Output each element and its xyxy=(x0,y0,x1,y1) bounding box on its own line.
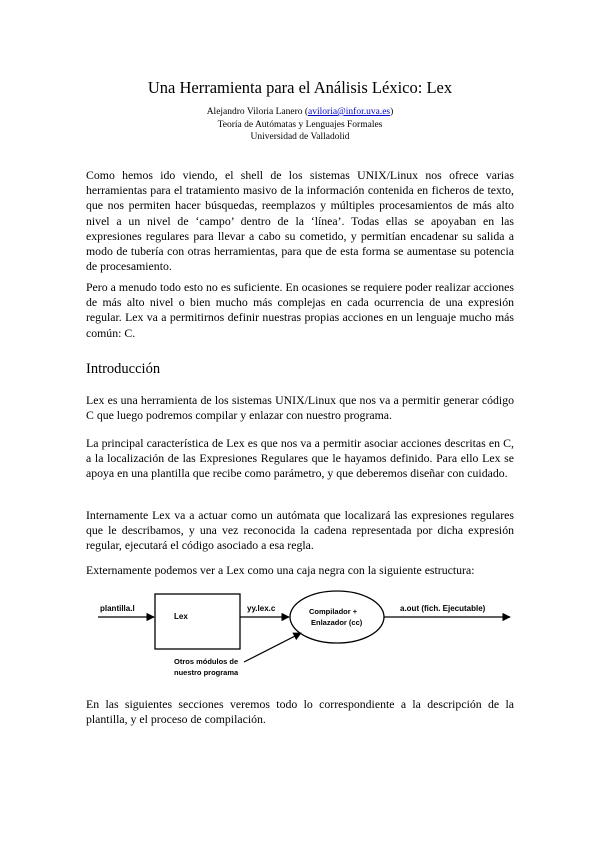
author-suffix: ) xyxy=(390,107,394,117)
lex-box-label: Lex xyxy=(174,612,188,621)
closing-paragraph: En las siguientes secciones veremos todo lo correspondiente a la descripción de la plantilla, y el proceso de compilación. xyxy=(86,697,514,727)
section-heading: Introducción xyxy=(86,361,161,377)
affiliation-department: Teoría de Autómatas y Lenguajes Formales xyxy=(217,120,383,130)
compiler-label-line1: Compilador + xyxy=(309,607,358,616)
compiler-ellipse xyxy=(290,591,384,643)
output-label: a.out (fich. Ejecutable) xyxy=(400,604,486,613)
modules-label-line1: Otros módulos de xyxy=(174,657,239,666)
modules-label-line2: nuestro programa xyxy=(174,668,239,677)
section-paragraph-2: La principal característica de Lex es que nos va a permitir asociar acciones descritas en C, a la localización de las Expresiones Regulares que le hayamos definido. Para ello Lex se apoya en una plantilla que recibe como parámetro, y que deberemos diseñar con cuidado. xyxy=(86,436,514,481)
section-paragraph-4: Externamente podemos ver a Lex como una caja negra con la siguiente estructura: xyxy=(86,563,475,577)
author-name: Alejandro Viloria Lanero ( xyxy=(206,107,309,117)
intro-paragraph-1: Como hemos ido viendo, el shell de los sistemas UNIX/Linux nos ofrece varias herramientas para el tratamiento masivo de la información contenida en ficheros de texto, que nos permiten hacer búsquedas, reemplazos y múltiples procesamientos de más alto nivel a un nivel de ‘campo’ dentro de la ‘línea’. Todas ellas se apoyaban en las expresiones regulares para llevar a cabo su cometido, y permitían encadenar su salida a modo de tubería con otras herramientas, para que de esta forma se aumentase su potencia de procesamiento. xyxy=(86,168,514,274)
lex-box xyxy=(155,594,240,649)
intermediate-label: yy.lex.c xyxy=(247,604,276,613)
compiler-label-line2: Enlazador (cc) xyxy=(311,618,363,627)
modules-arrow xyxy=(244,633,301,662)
affiliation-university: Universidad de Valladolid xyxy=(250,132,350,142)
section-paragraph-1: Lex es una herramienta de los sistemas UNIX/Linux que nos va a permitir generar código C que luego podremos compilar y enlazar con nuestro programa. xyxy=(86,393,514,423)
section-paragraph-3: Internamente Lex va a actuar como un autómata que localizará las expresiones regulares que le describamos, y una vez reconocida la cadena representada por dicha expresión regular, ejecutará el código asociado a esa regla. xyxy=(86,508,514,553)
input-label: plantilla.l xyxy=(100,604,135,613)
document-title: Una Herramienta para el Análisis Léxico: Lex xyxy=(147,78,453,97)
intro-paragraph-2: Pero a menudo todo esto no es suficiente. En ocasiones se requiere poder realizar acciones de más alto nivel o bien mucho más complejas en cada ocurrencia de una expresión regular. Lex va a permitirnos definir nuestras propias acciones en un lenguaje mucho más común: C. xyxy=(86,280,514,340)
author-email-link[interactable]: aviloria@infor.uva.es xyxy=(308,107,391,117)
